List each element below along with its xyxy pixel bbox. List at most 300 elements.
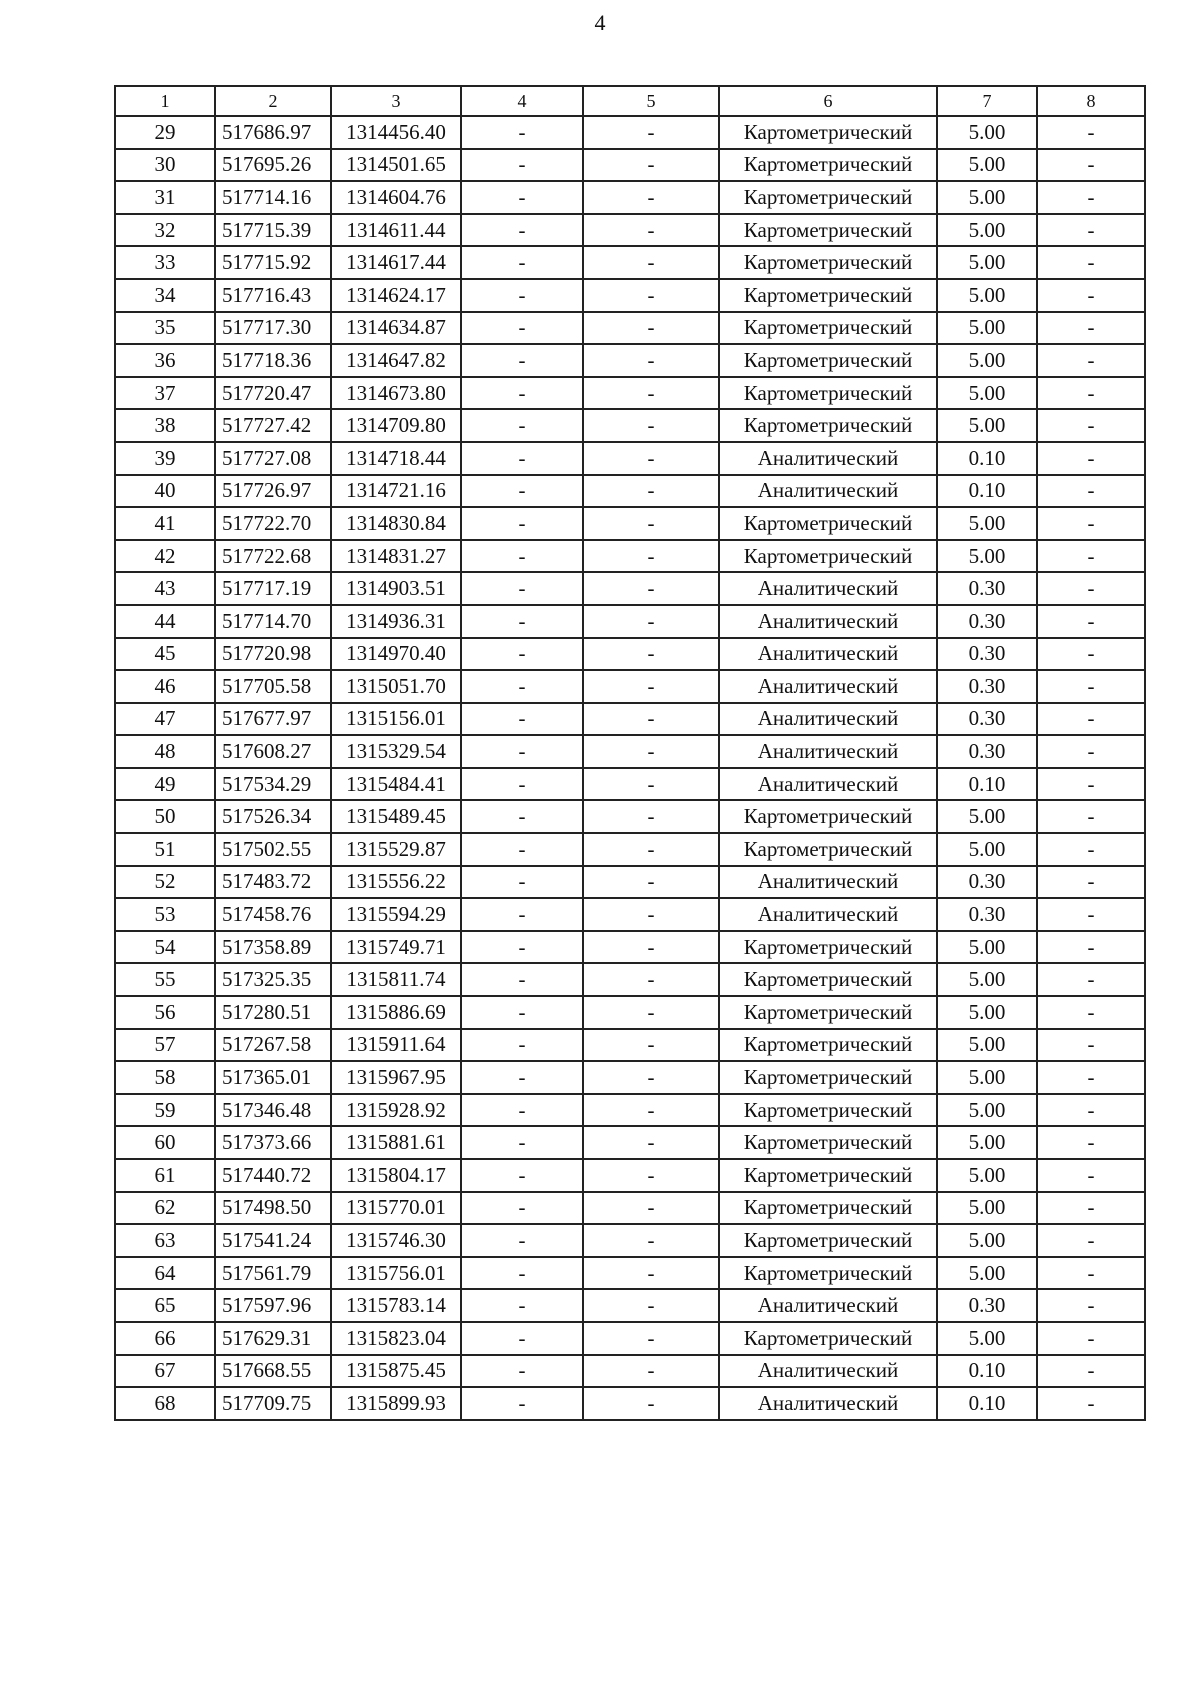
col8-cell: -: [1037, 605, 1145, 638]
point-number-cell: 31: [115, 181, 215, 214]
x-coordinate-cell: 517358.89: [215, 931, 331, 964]
y-coordinate-cell: 1315556.22: [331, 866, 461, 899]
point-number-cell: 66: [115, 1322, 215, 1355]
col4-cell: -: [461, 833, 583, 866]
table-row: [115, 1061, 1145, 1094]
method-cell: Картометрический: [719, 1029, 937, 1062]
y-coordinate-cell: 1315886.69: [331, 996, 461, 1029]
table-row: [115, 540, 1145, 573]
accuracy-cell: 5.00: [937, 279, 1037, 312]
table-row: [115, 800, 1145, 833]
point-number-cell: 55: [115, 963, 215, 996]
y-coordinate-cell: 1314936.31: [331, 605, 461, 638]
col4-cell: -: [461, 572, 583, 605]
y-coordinate-cell: 1315804.17: [331, 1159, 461, 1192]
col5-cell: -: [583, 963, 719, 996]
x-coordinate-cell: 517440.72: [215, 1159, 331, 1192]
col4-cell: -: [461, 377, 583, 410]
method-cell: Картометрический: [719, 540, 937, 573]
col4-cell: -: [461, 963, 583, 996]
column-header: 1: [115, 86, 215, 116]
x-coordinate-cell: 517727.42: [215, 409, 331, 442]
method-cell: Картометрический: [719, 1257, 937, 1290]
col4-cell: -: [461, 475, 583, 508]
col5-cell: -: [583, 1029, 719, 1062]
y-coordinate-cell: 1314721.16: [331, 475, 461, 508]
table-row: [115, 1289, 1145, 1322]
y-coordinate-cell: 1315783.14: [331, 1289, 461, 1322]
point-number-cell: 42: [115, 540, 215, 573]
table-row: [115, 1355, 1145, 1388]
method-cell: Картометрический: [719, 246, 937, 279]
x-coordinate-cell: 517727.08: [215, 442, 331, 475]
y-coordinate-cell: 1315329.54: [331, 735, 461, 768]
point-number-cell: 29: [115, 116, 215, 149]
col5-cell: -: [583, 1322, 719, 1355]
col4-cell: -: [461, 1029, 583, 1062]
method-cell: Картометрический: [719, 377, 937, 410]
method-cell: Картометрический: [719, 409, 937, 442]
x-coordinate-cell: 517722.68: [215, 540, 331, 573]
col5-cell: -: [583, 800, 719, 833]
col8-cell: -: [1037, 1257, 1145, 1290]
x-coordinate-cell: 517365.01: [215, 1061, 331, 1094]
x-coordinate-cell: 517709.75: [215, 1387, 331, 1420]
point-number-cell: 48: [115, 735, 215, 768]
col5-cell: -: [583, 1061, 719, 1094]
col8-cell: -: [1037, 246, 1145, 279]
y-coordinate-cell: 1314718.44: [331, 442, 461, 475]
table-row: [115, 898, 1145, 931]
col8-cell: -: [1037, 149, 1145, 182]
accuracy-cell: 5.00: [937, 996, 1037, 1029]
accuracy-cell: 5.00: [937, 1061, 1037, 1094]
x-coordinate-cell: 517597.96: [215, 1289, 331, 1322]
col4-cell: -: [461, 181, 583, 214]
col8-cell: -: [1037, 800, 1145, 833]
col8-cell: -: [1037, 507, 1145, 540]
col4-cell: -: [461, 1126, 583, 1159]
col8-cell: -: [1037, 1029, 1145, 1062]
method-cell: Картометрический: [719, 507, 937, 540]
accuracy-cell: 5.00: [937, 800, 1037, 833]
point-number-cell: 33: [115, 246, 215, 279]
method-cell: Аналитический: [719, 703, 937, 736]
col8-cell: -: [1037, 442, 1145, 475]
y-coordinate-cell: 1314501.65: [331, 149, 461, 182]
point-number-cell: 56: [115, 996, 215, 1029]
col4-cell: -: [461, 1192, 583, 1225]
method-cell: Аналитический: [719, 605, 937, 638]
point-number-cell: 68: [115, 1387, 215, 1420]
point-number-cell: 37: [115, 377, 215, 410]
col4-cell: -: [461, 866, 583, 899]
y-coordinate-cell: 1314831.27: [331, 540, 461, 573]
x-coordinate-cell: 517717.30: [215, 312, 331, 345]
col5-cell: -: [583, 996, 719, 1029]
table-row: [115, 572, 1145, 605]
x-coordinate-cell: 517561.79: [215, 1257, 331, 1290]
method-cell: Аналитический: [719, 442, 937, 475]
y-coordinate-cell: 1315051.70: [331, 670, 461, 703]
col8-cell: -: [1037, 1322, 1145, 1355]
method-cell: Картометрический: [719, 279, 937, 312]
method-cell: Картометрический: [719, 181, 937, 214]
table-row: [115, 638, 1145, 671]
col4-cell: -: [461, 898, 583, 931]
point-number-cell: 51: [115, 833, 215, 866]
point-number-cell: 34: [115, 279, 215, 312]
col5-cell: -: [583, 866, 719, 899]
col5-cell: -: [583, 1126, 719, 1159]
col5-cell: -: [583, 312, 719, 345]
column-header: 4: [461, 86, 583, 116]
col8-cell: -: [1037, 540, 1145, 573]
col5-cell: -: [583, 898, 719, 931]
col5-cell: -: [583, 638, 719, 671]
point-number-cell: 62: [115, 1192, 215, 1225]
method-cell: Аналитический: [719, 866, 937, 899]
col4-cell: -: [461, 800, 583, 833]
col4-cell: -: [461, 149, 583, 182]
accuracy-cell: 5.00: [937, 1224, 1037, 1257]
coordinates-table: [114, 85, 1146, 1421]
col5-cell: -: [583, 605, 719, 638]
col5-cell: -: [583, 572, 719, 605]
col8-cell: -: [1037, 1387, 1145, 1420]
col4-cell: -: [461, 312, 583, 345]
y-coordinate-cell: 1315899.93: [331, 1387, 461, 1420]
point-number-cell: 64: [115, 1257, 215, 1290]
method-cell: Картометрический: [719, 996, 937, 1029]
accuracy-cell: 5.00: [937, 312, 1037, 345]
col4-cell: -: [461, 1322, 583, 1355]
table-row: [115, 1224, 1145, 1257]
accuracy-cell: 5.00: [937, 931, 1037, 964]
accuracy-cell: 5.00: [937, 116, 1037, 149]
table-row: [115, 963, 1145, 996]
col8-cell: -: [1037, 670, 1145, 703]
method-cell: Картометрический: [719, 1061, 937, 1094]
x-coordinate-cell: 517720.98: [215, 638, 331, 671]
accuracy-cell: 5.00: [937, 507, 1037, 540]
table-row: [115, 442, 1145, 475]
y-coordinate-cell: 1315770.01: [331, 1192, 461, 1225]
y-coordinate-cell: 1314634.87: [331, 312, 461, 345]
col8-cell: -: [1037, 898, 1145, 931]
point-number-cell: 47: [115, 703, 215, 736]
table-row: [115, 1257, 1145, 1290]
col5-cell: -: [583, 344, 719, 377]
col8-cell: -: [1037, 214, 1145, 247]
accuracy-cell: 5.00: [937, 149, 1037, 182]
y-coordinate-cell: 1314647.82: [331, 344, 461, 377]
method-cell: Картометрический: [719, 1126, 937, 1159]
point-number-cell: 59: [115, 1094, 215, 1127]
point-number-cell: 35: [115, 312, 215, 345]
column-header: 6: [719, 86, 937, 116]
table-row: [115, 377, 1145, 410]
table-row: [115, 1192, 1145, 1225]
x-coordinate-cell: 517629.31: [215, 1322, 331, 1355]
point-number-cell: 36: [115, 344, 215, 377]
col5-cell: -: [583, 442, 719, 475]
y-coordinate-cell: 1314673.80: [331, 377, 461, 410]
col8-cell: -: [1037, 1061, 1145, 1094]
col4-cell: -: [461, 605, 583, 638]
accuracy-cell: 5.00: [937, 1126, 1037, 1159]
table-row: [115, 768, 1145, 801]
accuracy-cell: 0.30: [937, 670, 1037, 703]
col4-cell: -: [461, 638, 583, 671]
col5-cell: -: [583, 670, 719, 703]
col4-cell: -: [461, 409, 583, 442]
table-row: [115, 670, 1145, 703]
col8-cell: -: [1037, 1094, 1145, 1127]
point-number-cell: 43: [115, 572, 215, 605]
x-coordinate-cell: 517534.29: [215, 768, 331, 801]
x-coordinate-cell: 517705.58: [215, 670, 331, 703]
col8-cell: -: [1037, 475, 1145, 508]
accuracy-cell: 5.00: [937, 246, 1037, 279]
col4-cell: -: [461, 1257, 583, 1290]
point-number-cell: 40: [115, 475, 215, 508]
table-header-row: [115, 86, 1145, 116]
y-coordinate-cell: 1315811.74: [331, 963, 461, 996]
x-coordinate-cell: 517726.97: [215, 475, 331, 508]
accuracy-cell: 0.10: [937, 1355, 1037, 1388]
col4-cell: -: [461, 996, 583, 1029]
table-row: [115, 1126, 1145, 1159]
x-coordinate-cell: 517720.47: [215, 377, 331, 410]
col5-cell: -: [583, 833, 719, 866]
y-coordinate-cell: 1314830.84: [331, 507, 461, 540]
point-number-cell: 38: [115, 409, 215, 442]
accuracy-cell: 0.10: [937, 768, 1037, 801]
point-number-cell: 53: [115, 898, 215, 931]
col5-cell: -: [583, 1224, 719, 1257]
x-coordinate-cell: 517716.43: [215, 279, 331, 312]
col8-cell: -: [1037, 1159, 1145, 1192]
point-number-cell: 41: [115, 507, 215, 540]
accuracy-cell: 5.00: [937, 344, 1037, 377]
col4-cell: -: [461, 703, 583, 736]
y-coordinate-cell: 1315746.30: [331, 1224, 461, 1257]
col5-cell: -: [583, 377, 719, 410]
col8-cell: -: [1037, 833, 1145, 866]
col5-cell: -: [583, 931, 719, 964]
col4-cell: -: [461, 670, 583, 703]
y-coordinate-cell: 1315928.92: [331, 1094, 461, 1127]
table-row: [115, 149, 1145, 182]
method-cell: Картометрический: [719, 800, 937, 833]
table-row: [115, 246, 1145, 279]
accuracy-cell: 5.00: [937, 1029, 1037, 1062]
x-coordinate-cell: 517483.72: [215, 866, 331, 899]
column-header: 2: [215, 86, 331, 116]
method-cell: Аналитический: [719, 1387, 937, 1420]
col4-cell: -: [461, 1289, 583, 1322]
point-number-cell: 39: [115, 442, 215, 475]
table-row: [115, 279, 1145, 312]
table-row: [115, 475, 1145, 508]
col8-cell: -: [1037, 703, 1145, 736]
table-row: [115, 1322, 1145, 1355]
method-cell: Аналитический: [719, 768, 937, 801]
point-number-cell: 63: [115, 1224, 215, 1257]
col8-cell: -: [1037, 1224, 1145, 1257]
method-cell: Картометрический: [719, 1094, 937, 1127]
col8-cell: -: [1037, 768, 1145, 801]
col5-cell: -: [583, 703, 719, 736]
col8-cell: -: [1037, 1192, 1145, 1225]
col5-cell: -: [583, 246, 719, 279]
col8-cell: -: [1037, 279, 1145, 312]
method-cell: Картометрический: [719, 1159, 937, 1192]
col5-cell: -: [583, 409, 719, 442]
col5-cell: -: [583, 279, 719, 312]
col8-cell: -: [1037, 1126, 1145, 1159]
col5-cell: -: [583, 507, 719, 540]
column-header: 3: [331, 86, 461, 116]
col8-cell: -: [1037, 735, 1145, 768]
accuracy-cell: 0.30: [937, 638, 1037, 671]
col5-cell: -: [583, 540, 719, 573]
method-cell: Аналитический: [719, 1355, 937, 1388]
y-coordinate-cell: 1315156.01: [331, 703, 461, 736]
x-coordinate-cell: 517498.50: [215, 1192, 331, 1225]
x-coordinate-cell: 517526.34: [215, 800, 331, 833]
accuracy-cell: 0.10: [937, 475, 1037, 508]
col5-cell: -: [583, 475, 719, 508]
col5-cell: -: [583, 1355, 719, 1388]
accuracy-cell: 0.30: [937, 898, 1037, 931]
col8-cell: -: [1037, 312, 1145, 345]
col8-cell: -: [1037, 963, 1145, 996]
accuracy-cell: 5.00: [937, 963, 1037, 996]
y-coordinate-cell: 1315967.95: [331, 1061, 461, 1094]
table-row: [115, 1029, 1145, 1062]
y-coordinate-cell: 1314970.40: [331, 638, 461, 671]
x-coordinate-cell: 517715.39: [215, 214, 331, 247]
point-number-cell: 58: [115, 1061, 215, 1094]
method-cell: Картометрический: [719, 1224, 937, 1257]
point-number-cell: 52: [115, 866, 215, 899]
col8-cell: -: [1037, 1355, 1145, 1388]
method-cell: Картометрический: [719, 344, 937, 377]
x-coordinate-cell: 517373.66: [215, 1126, 331, 1159]
col8-cell: -: [1037, 409, 1145, 442]
x-coordinate-cell: 517267.58: [215, 1029, 331, 1062]
table-row: [115, 605, 1145, 638]
table-row: [115, 833, 1145, 866]
col4-cell: -: [461, 1061, 583, 1094]
table-row: [115, 181, 1145, 214]
col5-cell: -: [583, 1257, 719, 1290]
point-number-cell: 60: [115, 1126, 215, 1159]
accuracy-cell: 0.30: [937, 1289, 1037, 1322]
point-number-cell: 44: [115, 605, 215, 638]
method-cell: Аналитический: [719, 670, 937, 703]
page-number: 4: [594, 10, 606, 35]
x-coordinate-cell: 517714.70: [215, 605, 331, 638]
table-row: [115, 1387, 1145, 1420]
y-coordinate-cell: 1315749.71: [331, 931, 461, 964]
method-cell: Картометрический: [719, 931, 937, 964]
x-coordinate-cell: 517541.24: [215, 1224, 331, 1257]
method-cell: Картометрический: [719, 963, 937, 996]
y-coordinate-cell: 1315594.29: [331, 898, 461, 931]
col4-cell: -: [461, 768, 583, 801]
col8-cell: -: [1037, 116, 1145, 149]
col8-cell: -: [1037, 996, 1145, 1029]
accuracy-cell: 5.00: [937, 1322, 1037, 1355]
y-coordinate-cell: 1315911.64: [331, 1029, 461, 1062]
y-coordinate-cell: 1314903.51: [331, 572, 461, 605]
col5-cell: -: [583, 1094, 719, 1127]
point-number-cell: 45: [115, 638, 215, 671]
accuracy-cell: 5.00: [937, 214, 1037, 247]
table-row: [115, 344, 1145, 377]
x-coordinate-cell: 517718.36: [215, 344, 331, 377]
accuracy-cell: 5.00: [937, 540, 1037, 573]
point-number-cell: 65: [115, 1289, 215, 1322]
accuracy-cell: 5.00: [937, 409, 1037, 442]
col4-cell: -: [461, 442, 583, 475]
table-body: [115, 116, 1145, 1420]
x-coordinate-cell: 517717.19: [215, 572, 331, 605]
y-coordinate-cell: 1314611.44: [331, 214, 461, 247]
x-coordinate-cell: 517722.70: [215, 507, 331, 540]
column-header: 8: [1037, 86, 1145, 116]
column-header: 7: [937, 86, 1037, 116]
x-coordinate-cell: 517608.27: [215, 735, 331, 768]
x-coordinate-cell: 517714.16: [215, 181, 331, 214]
method-cell: Картометрический: [719, 1322, 937, 1355]
y-coordinate-cell: 1314624.17: [331, 279, 461, 312]
accuracy-cell: 0.30: [937, 735, 1037, 768]
table-row: [115, 866, 1145, 899]
col8-cell: -: [1037, 377, 1145, 410]
accuracy-cell: 0.30: [937, 572, 1037, 605]
table-row: [115, 1094, 1145, 1127]
accuracy-cell: 5.00: [937, 181, 1037, 214]
accuracy-cell: 5.00: [937, 377, 1037, 410]
col4-cell: -: [461, 1387, 583, 1420]
table-row: [115, 703, 1145, 736]
col4-cell: -: [461, 246, 583, 279]
col8-cell: -: [1037, 572, 1145, 605]
method-cell: Аналитический: [719, 475, 937, 508]
method-cell: Аналитический: [719, 638, 937, 671]
y-coordinate-cell: 1315823.04: [331, 1322, 461, 1355]
col5-cell: -: [583, 1192, 719, 1225]
col4-cell: -: [461, 1159, 583, 1192]
col4-cell: -: [461, 116, 583, 149]
col5-cell: -: [583, 1289, 719, 1322]
method-cell: Аналитический: [719, 1289, 937, 1322]
method-cell: Аналитический: [719, 898, 937, 931]
point-number-cell: 49: [115, 768, 215, 801]
point-number-cell: 54: [115, 931, 215, 964]
table-row: [115, 996, 1145, 1029]
col8-cell: -: [1037, 866, 1145, 899]
x-coordinate-cell: 517458.76: [215, 898, 331, 931]
col8-cell: -: [1037, 931, 1145, 964]
point-number-cell: 46: [115, 670, 215, 703]
accuracy-cell: 5.00: [937, 1159, 1037, 1192]
y-coordinate-cell: 1315489.45: [331, 800, 461, 833]
